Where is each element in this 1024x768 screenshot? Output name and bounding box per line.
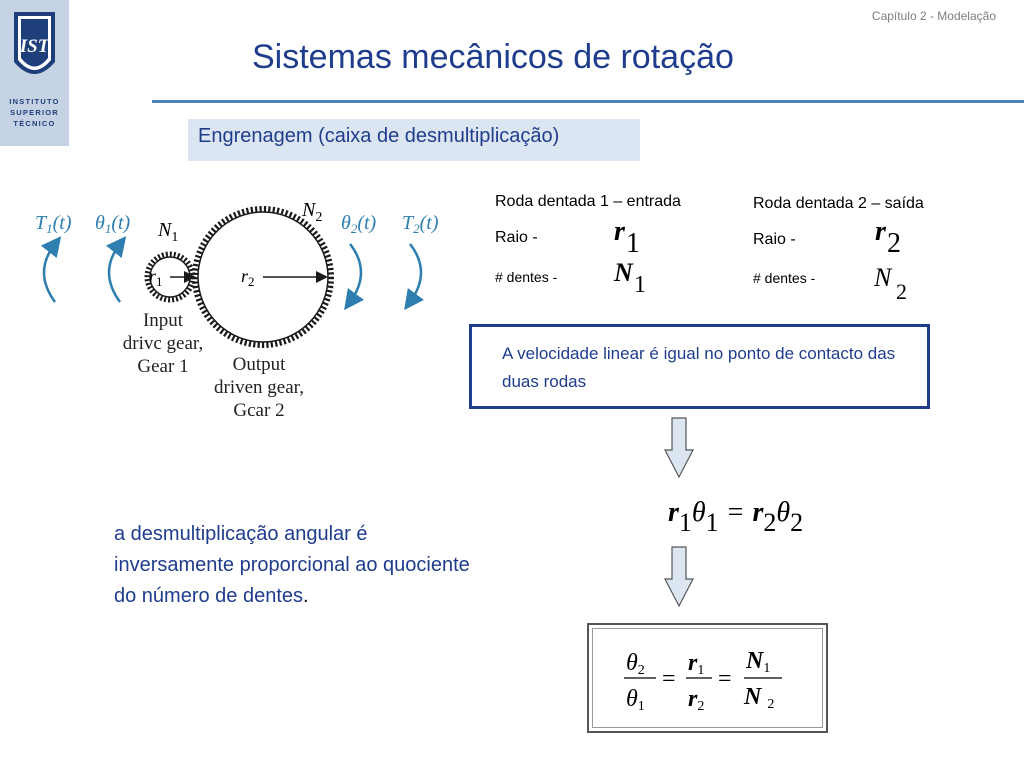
down-arrow-1-icon [664,417,694,479]
velocity-note-text: A velocidade linear é igual no ponto de contacto das duas rodas [502,344,896,391]
svg-text:N1 [745,648,770,676]
svg-text:r2 [241,266,255,289]
eq2-r1-sub: 1 [697,663,705,678]
equation-2 [612,640,792,720]
gear2-heading: Roda dentada 2 – saída [753,195,924,212]
label-T1: T [35,212,47,234]
eq2-equals-2: = [718,666,732,692]
svg-text:r2 [688,686,704,714]
output-caption-3: Gcar 2 [233,400,285,421]
eq1-r2-sub: 2 [763,508,777,537]
eq2-r2: r [688,686,698,712]
section-subtitle: Engrenagem (caixa de desmultiplicação) [188,119,640,161]
svg-text:N2 [743,684,774,712]
svg-text:θ1(t) [95,212,131,236]
torque-arrow-1-icon [44,244,55,302]
gear-figure [25,192,465,432]
gear1-dentes-symbol: N [614,258,633,287]
gear1-raio-symbol: r [614,216,625,247]
svg-text:T1(t) [35,212,72,236]
label-N2: N [302,199,316,221]
svg-text:θ1 [626,686,645,714]
gear2-raio-symbol: r [875,216,886,247]
chapter-label: Capítulo 2 - Modelação [871,9,996,23]
gear1-dentes-label: # dentes - [495,269,558,285]
eq2-N2: N [744,684,762,710]
label-N1: N [158,219,172,241]
label-theta2-arg: (t) [357,212,377,234]
svg-text:r1 [688,650,704,678]
output-caption-1: Output [232,354,286,375]
svg-text:θ2(t) [341,212,377,236]
eq1-theta1: θ [691,497,706,528]
label-theta2-sub: 2 [350,221,358,236]
svg-text:N1 [157,219,178,245]
label-r1-sub: 1 [156,274,163,289]
gear1-raio-label: Raio - [495,229,538,246]
eq2-N1: N [746,648,764,674]
label-theta1: θ [95,212,105,234]
eq1-theta2-sub: 2 [790,508,804,537]
label-theta2: θ [341,212,351,234]
page-title: Sistemas mecânicos de rotação [252,38,734,76]
svg-text:N2 [301,199,322,225]
label-T2-arg: (t) [419,212,439,234]
logo-line2: SUPERIOR [10,108,59,117]
eq1-equals: = [727,497,744,528]
eq1-theta1-sub: 1 [705,508,719,537]
ratio-note-period: . [303,585,309,607]
equation-1 [668,497,804,537]
eq2-r1: r [688,650,698,676]
rotation-arrow-1-icon [109,244,120,302]
ist-shield-icon [0,0,69,95]
title-divider [152,100,1024,103]
gear1-heading: Roda dentada 1 – entrada [495,193,681,210]
label-N1-sub: 1 [171,230,179,245]
gear2-raio-label: Raio - [753,231,796,248]
eq1-theta2: θ [776,497,791,528]
eq2-N1-sub: 1 [763,661,771,676]
eq1-r2: r [752,497,764,528]
gear2-raio-sub: 2 [887,228,901,259]
logo-line1: INSTITUTO [9,97,60,106]
eq2-theta1-sub: 1 [637,699,645,714]
down-arrow-2-icon [664,546,694,608]
input-caption-2: drivc gear, [122,333,204,354]
label-T1-arg: (t) [52,212,72,234]
ratio-note [114,519,474,612]
eq1-r1: r [668,497,679,528]
logo-mark: IST [19,36,50,57]
eq2-r2-sub: 2 [697,699,705,714]
eq2-theta2-sub: 2 [637,663,645,678]
eq1-r1-sub: 1 [678,508,692,537]
label-r2-sub: 2 [248,274,255,289]
label-T2: T [402,212,414,234]
label-r1: r [149,266,157,286]
eq2-theta1: θ [626,686,638,712]
svg-text:θ2 [626,650,645,678]
label-T1-sub: 1 [46,221,53,236]
eq2-theta2: θ [626,650,638,676]
eq2-equals-1: = [662,666,676,692]
label-T2-sub: 2 [413,221,420,236]
eq2-N2-sub: 2 [767,697,775,712]
output-caption-2: driven gear, [214,377,304,398]
rotation-arrow-2-icon [350,244,361,302]
gear1-raio-sub: 1 [626,228,640,259]
gear2-dentes-label: # dentes - [753,270,816,286]
label-N2-sub: 2 [315,210,323,225]
torque-arrow-2-icon [410,244,421,302]
gear2-dentes-symbol: N [874,263,892,292]
svg-text:T2(t) [402,212,439,236]
label-r2: r [241,266,249,286]
logo-line3: TÉCNICO [13,119,56,128]
ist-logo [0,0,69,146]
label-theta1-sub: 1 [104,221,112,236]
input-caption-1: Input [142,310,184,331]
ratio-note-text: a desmultiplicação angular é inversamente proporcional ao quociente do número de dentes [114,523,470,607]
gear1-dentes-sub: 1 [634,272,646,298]
input-caption-3: Gear 1 [137,356,189,377]
label-theta1-arg: (t) [111,212,131,234]
gear2-dentes-sub: 2 [896,279,907,304]
